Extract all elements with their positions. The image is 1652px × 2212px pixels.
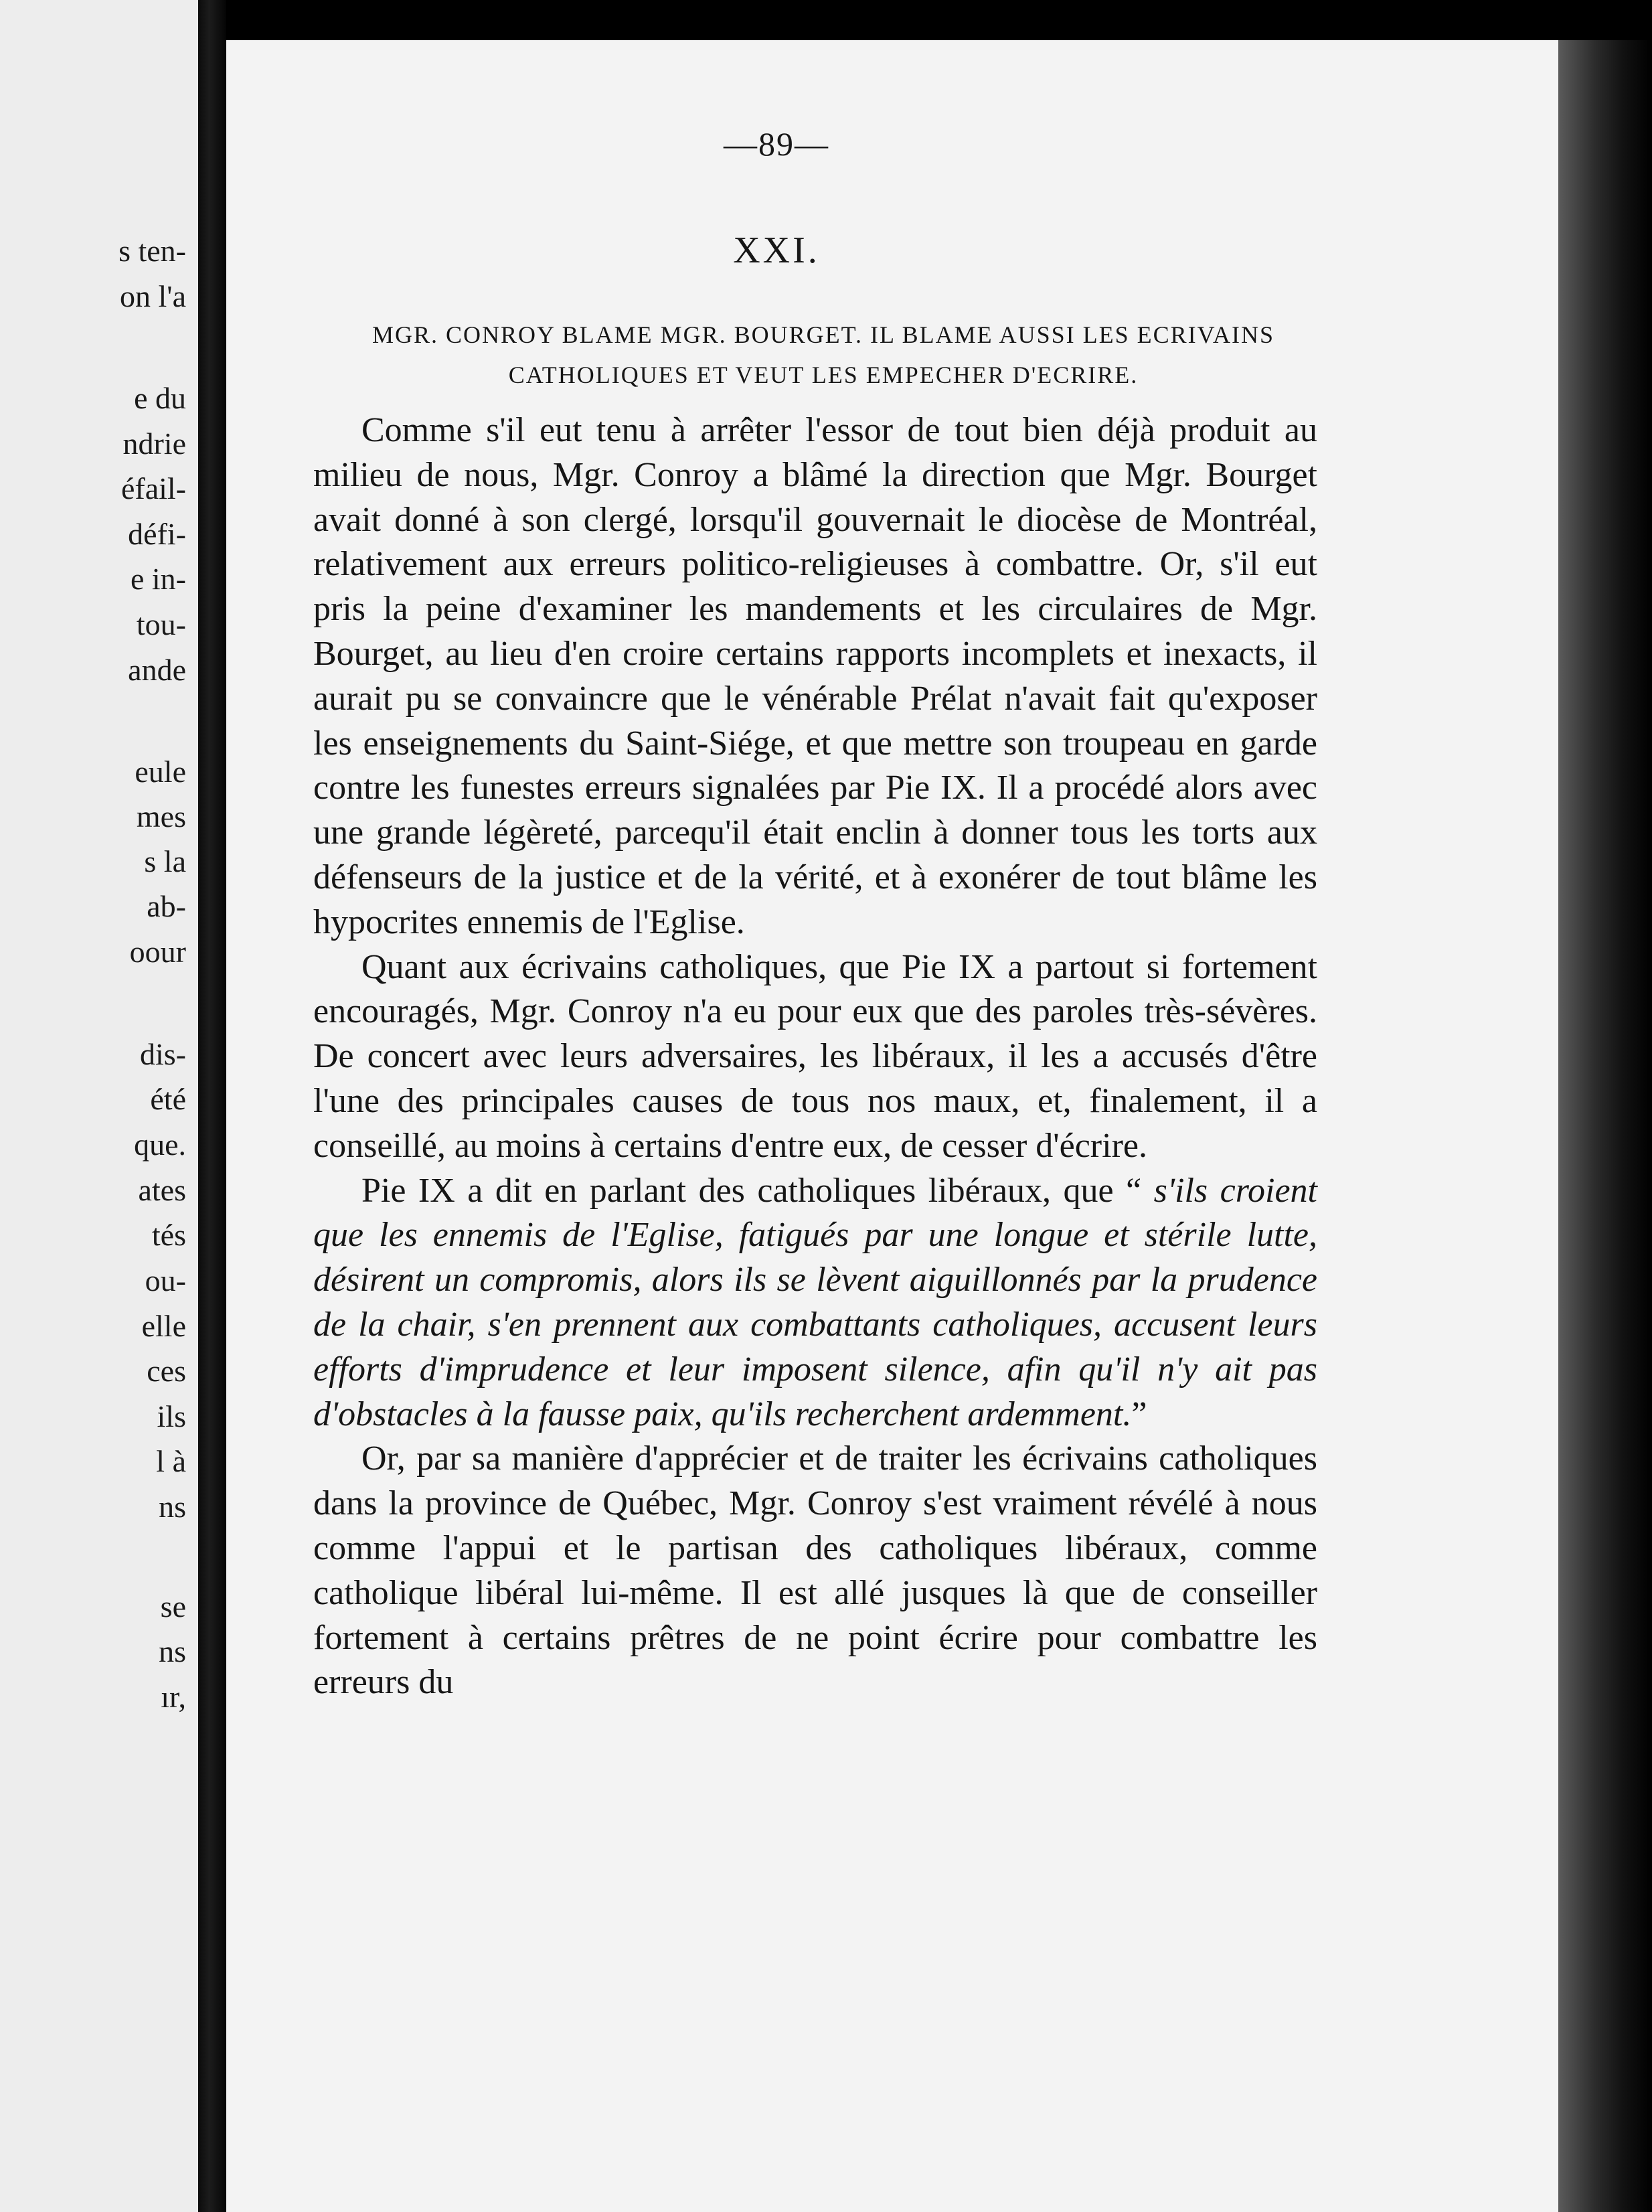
left-fragment: ande — [128, 653, 186, 687]
italic-quotation: s'ils croient que les ennemis de l'Eglise, fatigués par une longue et stérile lutte, désirent un compromis, alors ils se lèvent aiguillonnés par la prudence de la chair, s'en prennent aux combattants catholiques, accusent leurs efforts d'imprudence et leur imposent silence, afin qu'il n'y ait pas d'obstacles à la fausse paix, qu'ils recherchent ardemment. — [313, 1171, 1317, 1433]
left-fragment: s la — [144, 844, 186, 878]
paragraph: Quant aux écrivains catholiques, que Pie IX a partout si fortement encouragés, Mgr. Conroy n'a eu pour eux que des paroles très-sévères. De concert avec leurs adversaires, les libéraux, il les a accusés d'être l'une des principales causes de tous nos maux, et, finalement, il a conseillé, au moins à certains d'entre eux, de cesser d'écrire. — [313, 947, 1317, 1165]
left-fragment: on l'a — [120, 279, 186, 313]
left-fragment: éfail- — [120, 471, 186, 505]
left-fragment: e du — [134, 381, 186, 415]
left-fragment: ns — [159, 1634, 186, 1668]
quote-close: ” — [1131, 1395, 1147, 1433]
page-edge-shadow — [1558, 40, 1652, 2212]
page-number: —89— — [724, 125, 829, 163]
paragraph: Comme s'il eut tenu à arrêter l'essor de tout bien déjà produit au milieu de nous, Mgr. Conroy a blâmé la direction que Mgr. Bourget avait donné à son clergé, lorsqu'il gouvernait le diocèse de Montréal, relativement aux erreurs politico-religieuses à combattre. Or, s'il eut pris la peine d'examiner les mandements et les circulaires de Mgr. Bourget, au lieu d'en croire certains rapports incomplets et inexacts, il aurait pu se convaincre que le vénérable Prélat n'avait fait qu'exposer les enseignements du Saint-Siége, et que mettre son troupeau en garde contre les funestes erreurs signalées par Pie IX. Il a procédé alors avec une grande légèreté, parcequ'il était enclin à donner tous les torts aux défenseurs de la justice et de la vérité, et à exonérer de tout blâme les hypocrites ennemis de l'Eglise. — [313, 411, 1317, 941]
left-fragment: ndrie — [122, 426, 186, 461]
left-fragment: l à — [156, 1444, 186, 1478]
left-fragment: ab- — [147, 889, 186, 923]
left-fragment: dis- — [140, 1037, 186, 1071]
book-gutter — [198, 0, 226, 2212]
paragraph: Or, par sa manière d'apprécier et de traiter les écrivains catholiques dans la province de Québec, Mgr. Conroy s'est vraiment révélé à nous comme l'appui et le partisan des catholiques libéraux, comme catholique libéral lui-même. Il est allé jusques là que de conseiller fortement à certains prêtres de ne point écrire pour combattre les erreurs du — [313, 1439, 1317, 1702]
left-fragment: ns — [159, 1490, 186, 1524]
left-fragment: e in- — [130, 562, 186, 596]
left-fragment: ils — [157, 1399, 186, 1433]
left-fragment: été — [150, 1082, 186, 1116]
left-fragment: ır, — [161, 1680, 186, 1714]
left-fragment: se — [160, 1589, 186, 1624]
quote-lead: Pie IX a dit en parlant des catholiques libéraux, que “ — [361, 1171, 1154, 1210]
paragraph-with-quote — [313, 1169, 1317, 1437]
left-fragment: eule — [135, 755, 186, 789]
left-fragment: tou- — [136, 607, 186, 641]
page-body — [313, 408, 1317, 1705]
left-fragment: que. — [134, 1127, 186, 1162]
left-fragment: s ten- — [118, 234, 186, 268]
left-fragment: elle — [141, 1309, 186, 1343]
left-fragment: ou- — [145, 1263, 186, 1297]
left-fragment: mes — [136, 799, 186, 834]
left-facing-page — [0, 0, 198, 2212]
left-fragment: ces — [147, 1354, 186, 1388]
left-fragment: oour — [129, 935, 186, 969]
chapter-subtitle: MGR. CONROY BLAME MGR. BOURGET. IL BLAME AUSSI LES ECRIVAINS CATHOLIQUES ET VEUT LES EMPECHER D'ECRIRE. — [371, 321, 1275, 388]
chapter-heading: XXI. — [733, 230, 820, 271]
left-fragment: tés — [151, 1218, 186, 1252]
left-fragment: ates — [138, 1173, 186, 1207]
left-fragment: défi- — [128, 517, 186, 551]
